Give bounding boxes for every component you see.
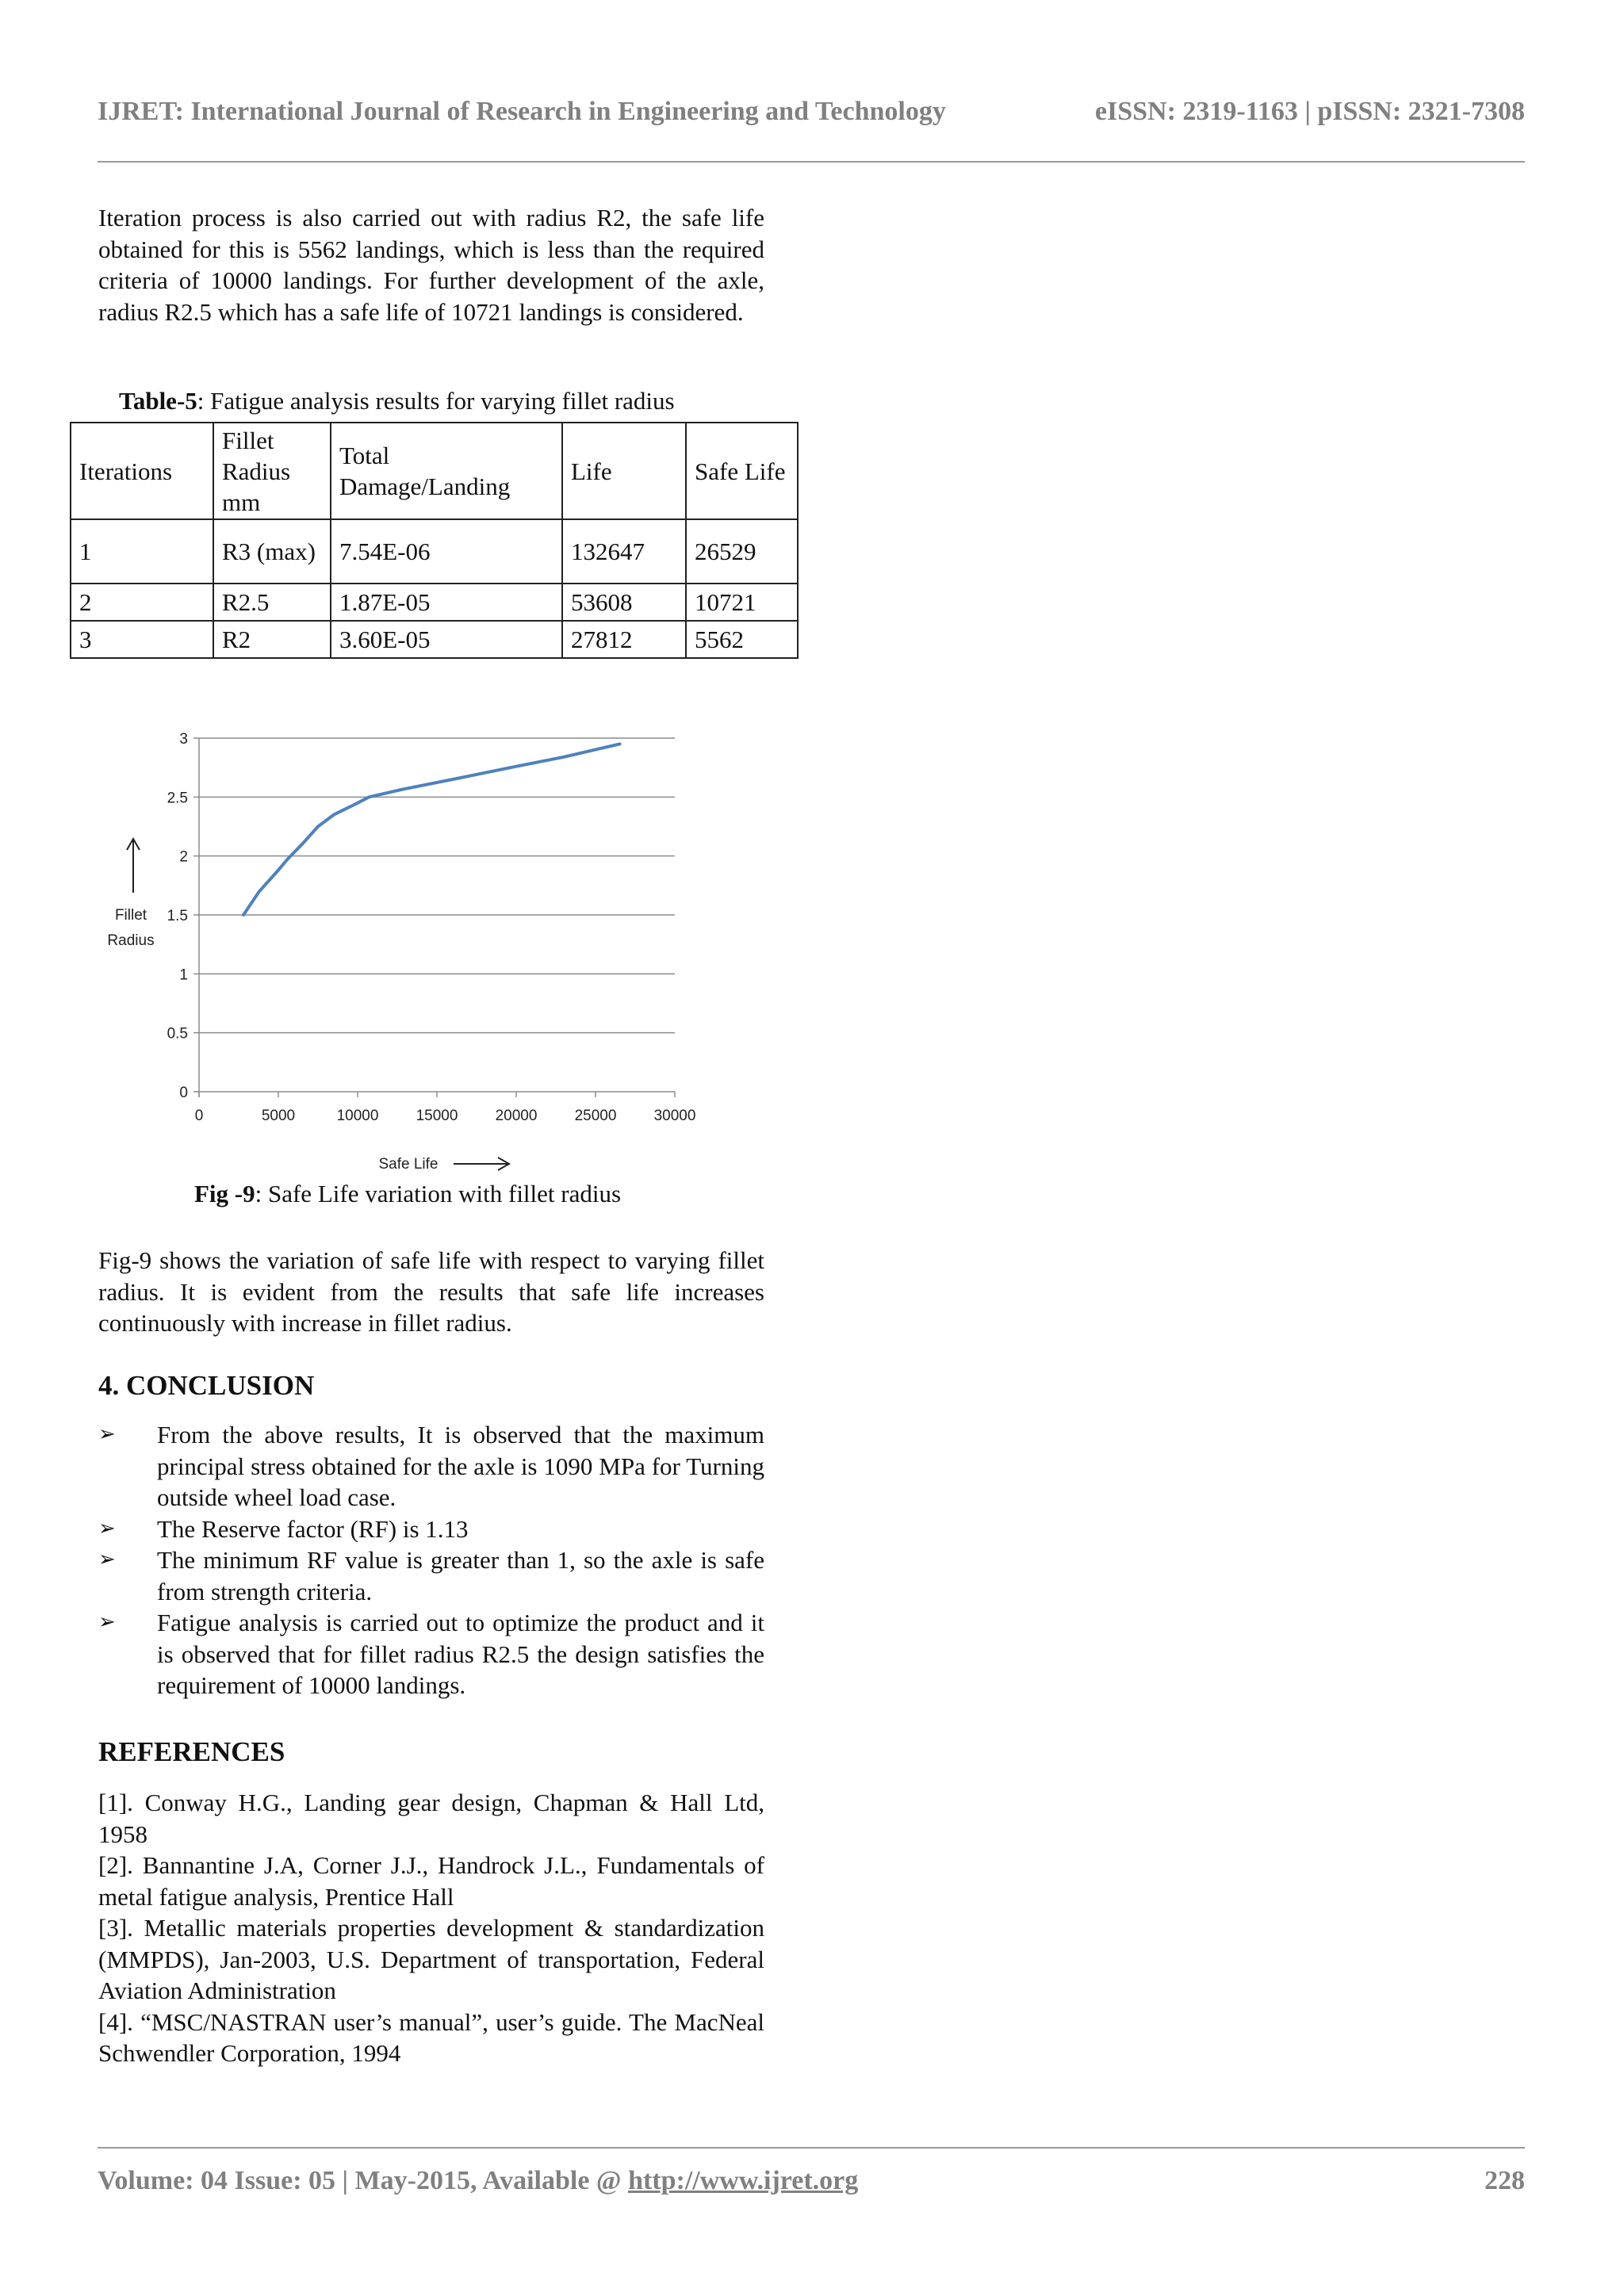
table-cell: 3	[71, 621, 213, 658]
table-header-cell: Life	[562, 423, 686, 519]
footer-volume	[98, 2166, 858, 2196]
y-tick-label: 1	[179, 966, 188, 984]
list-item-text: The minimum RF value is greater than 1, so the axle is safe from strength criteria.	[157, 1546, 764, 1605]
x-axis-label: Safe Life	[378, 1156, 439, 1173]
y-tick-label: 0	[179, 1085, 188, 1101]
footer-rule	[98, 2147, 1525, 2149]
x-tick-label: 10000	[336, 1108, 379, 1124]
chart-svg	[95, 714, 730, 1181]
table-caption	[119, 387, 675, 415]
table-header-cell: Fillet Radius mm	[213, 423, 331, 519]
table-header-cell: Total Damage/Landing	[331, 423, 562, 519]
table-cell: 27812	[562, 621, 686, 658]
table-row	[71, 519, 798, 584]
reference-item: [1]. Conway H.G., Landing gear design, Chapman & Hall Ltd, 1958	[98, 1789, 764, 1848]
references-list	[98, 1787, 764, 2069]
y-tick-label: 3	[179, 731, 188, 748]
y-tick-label: 1.5	[167, 908, 188, 924]
journal-link[interactable]: http://www.ijret.org	[628, 2166, 859, 2195]
table-cell: 1.87E-05	[331, 584, 562, 621]
x-tick-label: 15000	[416, 1108, 458, 1124]
list-item	[98, 1513, 764, 1545]
reference-item: [2]. Bannantine J.A, Corner J.J., Handrock J.L., Fundamentals of metal fatigue analysis, Prentice Hall	[98, 1851, 764, 1911]
list-item-text: The Reserve factor (RF) is 1.13	[157, 1514, 469, 1543]
page-header	[98, 97, 1525, 136]
y-tick-label: 2.5	[167, 790, 188, 807]
table-cell: 5562	[686, 621, 798, 658]
journal-title: IJRET: International Journal of Research in Engineering and Technology	[98, 97, 946, 126]
table-cell: 53608	[562, 584, 686, 621]
x-tick-label: 25000	[574, 1108, 617, 1124]
results-table	[70, 422, 799, 659]
figure-caption-label: Fig -9	[194, 1180, 255, 1207]
table-cell: 7.54E-06	[331, 519, 562, 584]
references-heading: REFERENCES	[98, 1736, 285, 1767]
table-cell: R3 (max)	[213, 519, 331, 584]
table-cell: 132647	[562, 519, 686, 584]
arrow-bullet-icon: ➢	[98, 1516, 116, 1540]
arrow-bullet-icon: ➢	[98, 1610, 116, 1634]
arrow-bullet-icon: ➢	[98, 1422, 116, 1446]
table-header-cell: Iterations	[71, 423, 213, 519]
reference-item: [3]. Metallic materials properties development & standardization (MMPDS), Jan-2003, U.S. Department of transportation, Federal Aviation Administration	[98, 1914, 764, 2004]
list-item	[98, 1419, 764, 1513]
series-line	[243, 744, 620, 915]
reference-item: [4]. “MSC/NASTRAN user’s manual”, user’s guide. The MacNeal Schwendler Corporation, 1994	[98, 2007, 764, 2067]
list-item	[98, 1544, 764, 1607]
x-tick-label: 5000	[261, 1108, 296, 1124]
x-tick-label: 30000	[653, 1108, 696, 1124]
table-cell: R2	[213, 621, 331, 658]
table-cell: 2	[71, 584, 213, 621]
table-cell: 10721	[686, 584, 798, 621]
y-tick-label: 2	[179, 848, 188, 866]
arrow-bullet-icon: ➢	[98, 1548, 116, 1571]
table-cell: R2.5	[213, 584, 331, 621]
paragraph-1: Iteration process is also carried out with radius R2, the safe life obtained for this is 5562 landings, which is less than the required criteria of 10000 landings. For further development of the axle, radius R2.5 which has a safe life of 10721 landings is considered.	[98, 204, 764, 326]
table-cell: 26529	[686, 519, 798, 584]
page-number: 228	[1484, 2166, 1525, 2195]
y-tick-label: 0.5	[167, 1025, 188, 1043]
list-item	[98, 1607, 764, 1701]
table-row	[71, 584, 798, 621]
figure-caption-text: : Safe Life variation with fillet radius	[255, 1180, 622, 1207]
x-tick-label: 20000	[495, 1108, 538, 1124]
table-header-row	[71, 423, 798, 519]
y-axis-label: Fillet Radius	[107, 907, 155, 949]
conclusion-heading: 4. CONCLUSION	[98, 1370, 315, 1401]
footer-volume-text: Volume: 04 Issue: 05 | May-2015, Available @	[98, 2166, 629, 2195]
safe-life-chart	[95, 714, 730, 1181]
table-cell: 1	[71, 519, 213, 584]
x-tick-label: 0	[194, 1108, 204, 1124]
list-item-text: From the above results, It is observed that the maximum principal stress obtained for the axle is 1090 MPa for Turning outside wheel load case.	[157, 1421, 764, 1511]
conclusion-list	[98, 1419, 764, 1701]
table-header-cell: Safe Life	[686, 423, 798, 519]
table-caption-label: Table-5	[119, 387, 197, 415]
issn: eISSN: 2319-1163 | pISSN: 2321-7308	[1094, 97, 1525, 126]
table-row	[71, 621, 798, 658]
table-caption-text: : Fatigue analysis results for varying fillet radius	[197, 387, 675, 415]
table-cell: 3.60E-05	[331, 621, 562, 658]
figure-caption	[194, 1180, 621, 1208]
paragraph-2: Fig-9 shows the variation of safe life with respect to varying fillet radius. It is evident from the results that safe life increases continuously with increase in fillet radius.	[98, 1246, 764, 1337]
header-rule	[98, 161, 1525, 163]
list-item-text: Fatigue analysis is carried out to optimize the product and it is observed that for fillet radius R2.5 the design satisfies the requirement of 10000 landings.	[157, 1609, 764, 1699]
